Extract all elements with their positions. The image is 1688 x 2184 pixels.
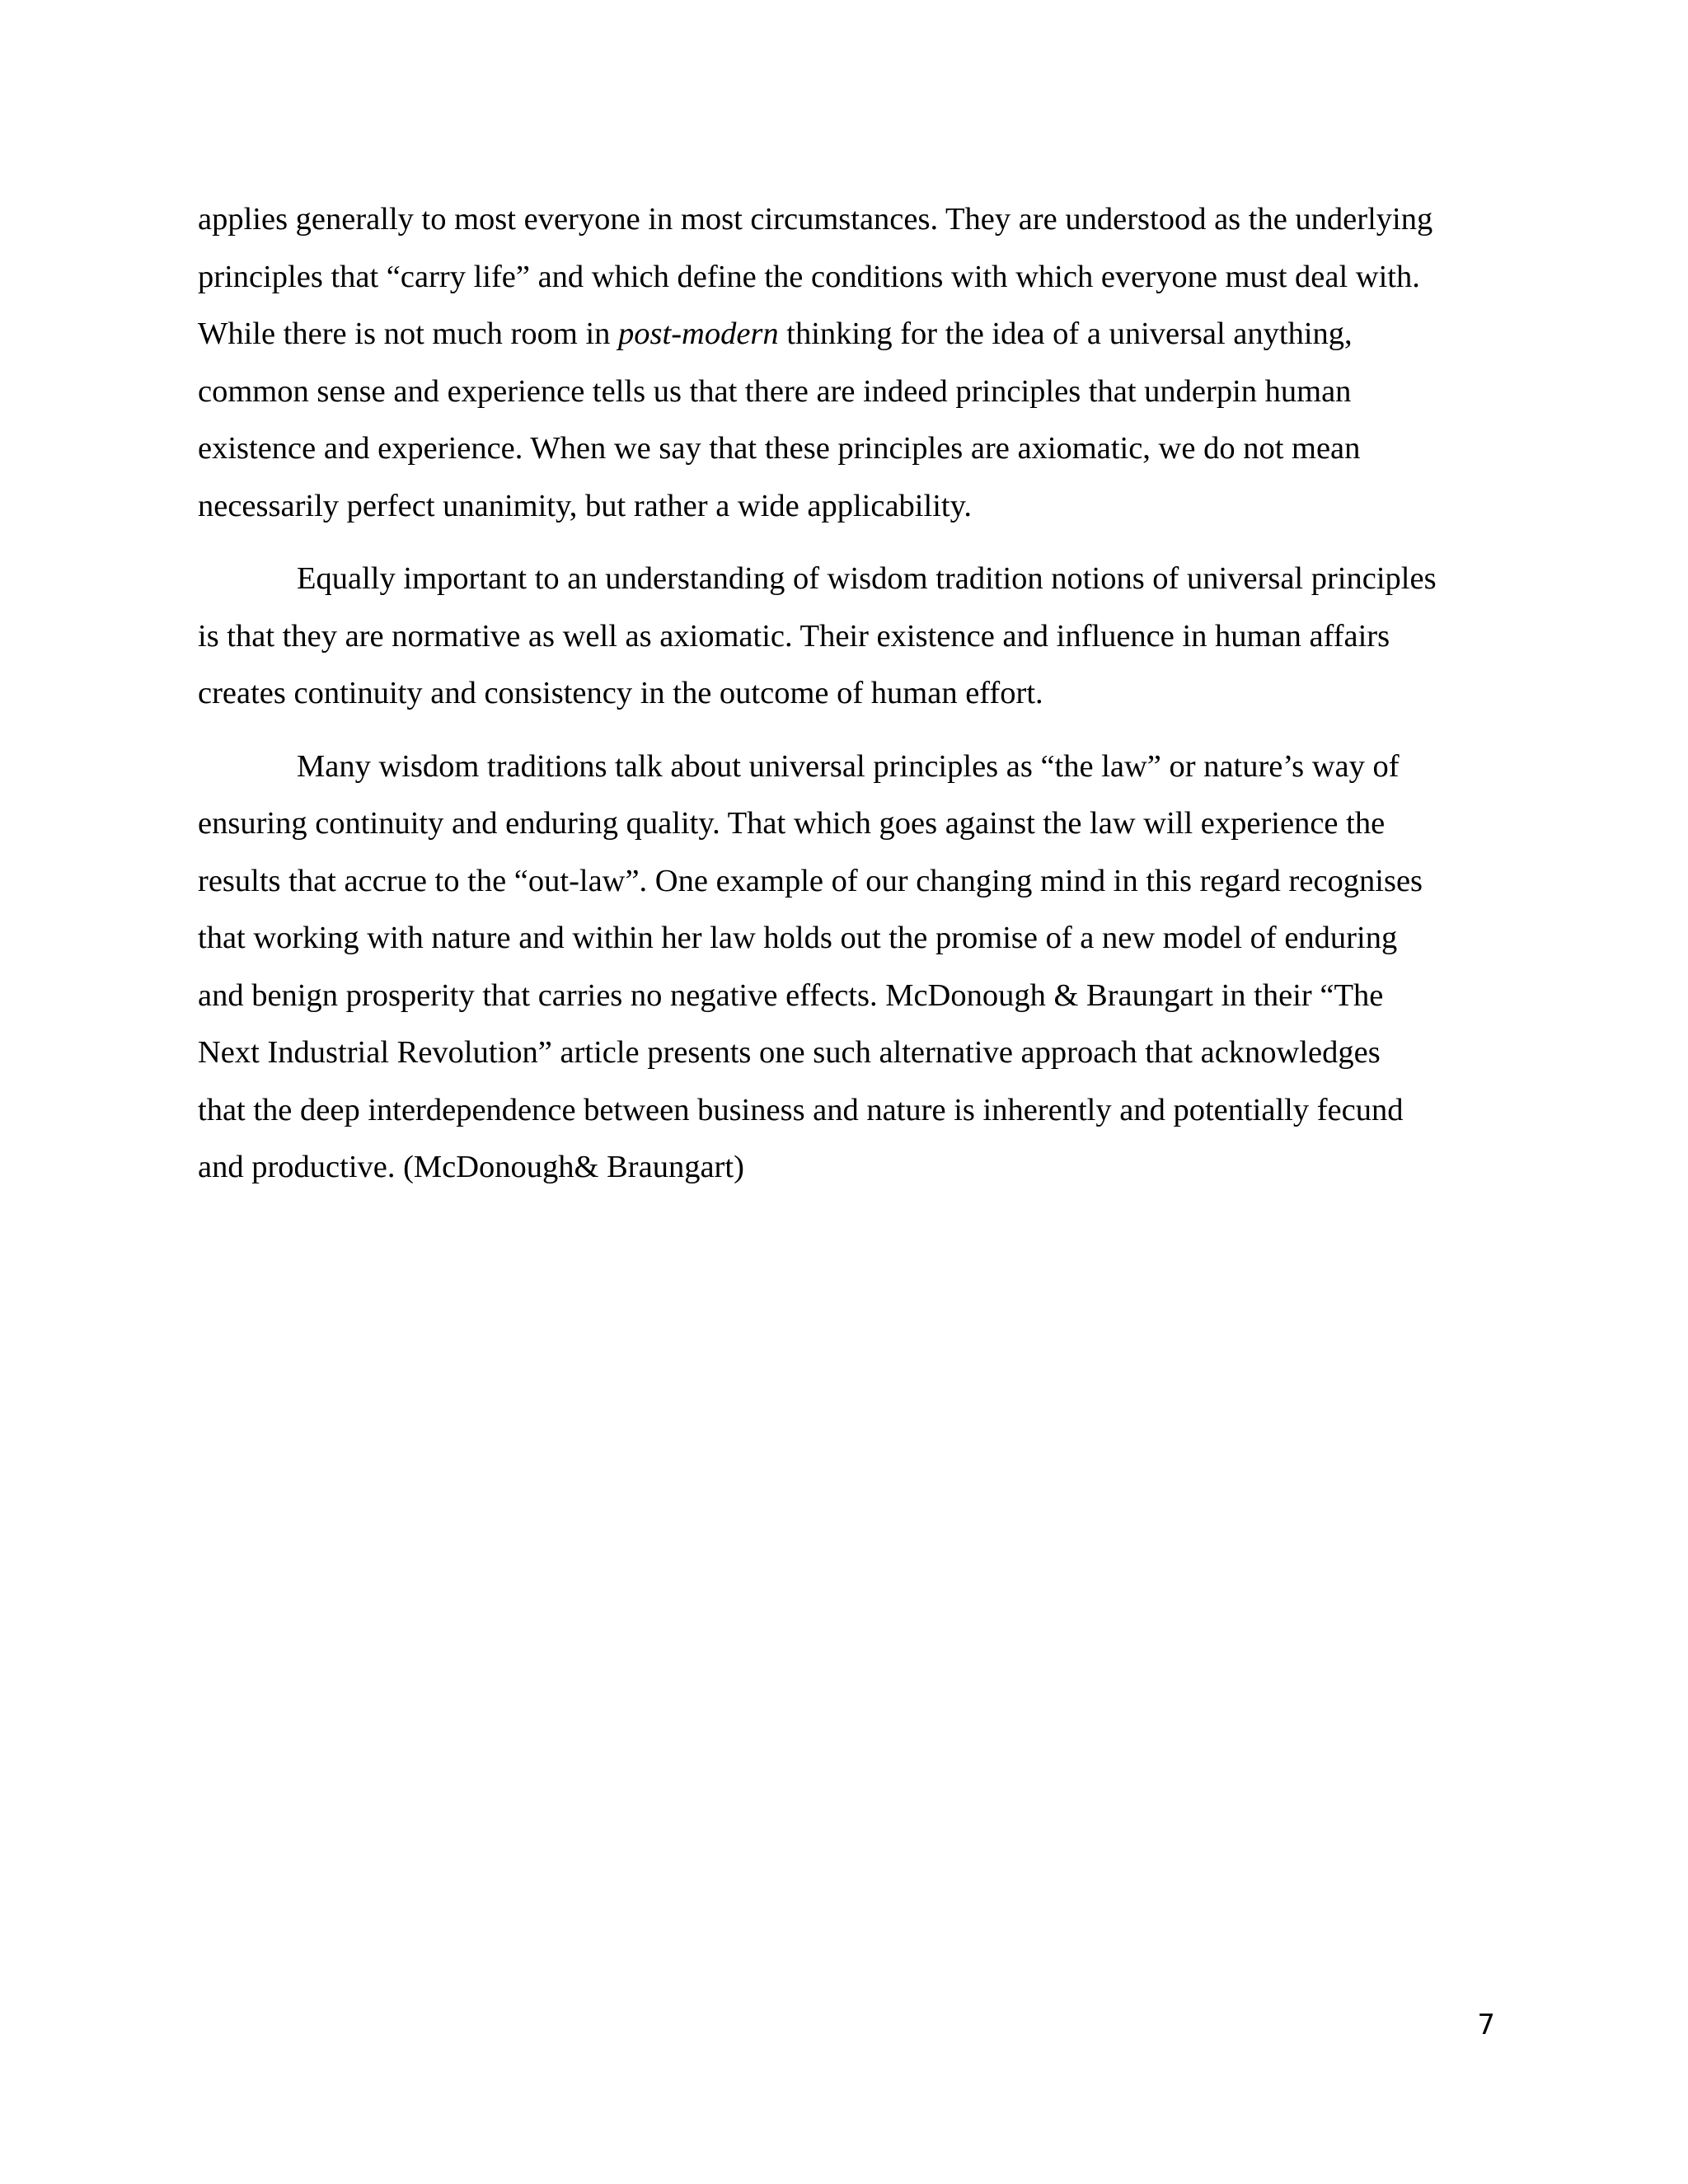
- text-line: that the deep interdependence between business and nature is inherently and potentially fecund: [198, 1092, 1404, 1127]
- text-line: common sense and experience tells us that there are indeed principles that underpin human: [198, 373, 1352, 409]
- text-line: creates continuity and consistency in the outcome of human effort.: [198, 676, 1043, 710]
- text-line: is that they are normative as well as axiomatic. Their existence and influence in human affairs: [198, 618, 1390, 654]
- text-line: ensuring continuity and enduring quality. That which goes against the law will experience the: [198, 806, 1386, 841]
- text-line: necessarily perfect unanimity, but rather a wide applicability.: [198, 488, 972, 523]
- paragraph-spacing: [198, 535, 1492, 551]
- text-line: existence and experience. When we say that these principles are axiomatic, we do not mean: [198, 431, 1361, 466]
- text-run: Equally important to an understanding of wisdom tradition notions of universal principles: [297, 561, 1437, 596]
- text-line: and productive. (McDonough& Braungart): [198, 1150, 744, 1184]
- text-line: [198, 306, 1492, 363]
- text-line: [198, 551, 1492, 608]
- text-line: Next Industrial Revolution” article presents one such alternative approach that acknowledges: [198, 1035, 1381, 1070]
- text-line: applies generally to most everyone in most circumstances. They are understood as the underlying: [198, 202, 1433, 237]
- text-run: Many wisdom traditions talk about universal principles as “the law” or nature’s way of: [297, 748, 1400, 784]
- text-line: results that accrue to the “out-law”. One example of our changing mind in this regard recognises: [198, 863, 1423, 898]
- paragraph-2: [198, 551, 1492, 723]
- text-run: While there is not much room in: [198, 316, 619, 351]
- text-line: that working with nature and within her law holds out the promise of a new model of enduring: [198, 921, 1398, 955]
- paragraph-spacing: [198, 723, 1492, 738]
- page-number: 7: [1477, 2008, 1495, 2041]
- text-run: thinking for the idea of a universal anything,: [778, 316, 1353, 351]
- paragraph-3: [198, 738, 1492, 1197]
- text-line: principles that “carry life” and which define the conditions with which everyone must deal with.: [198, 259, 1420, 294]
- text-line: and benign prosperity that carries no negative effects. McDonough & Braungart in their “The: [198, 977, 1384, 1013]
- body-text: [198, 191, 1492, 1197]
- italic-term: post-modern: [618, 316, 779, 351]
- paragraph-1: [198, 191, 1492, 535]
- text-line: [198, 738, 1492, 796]
